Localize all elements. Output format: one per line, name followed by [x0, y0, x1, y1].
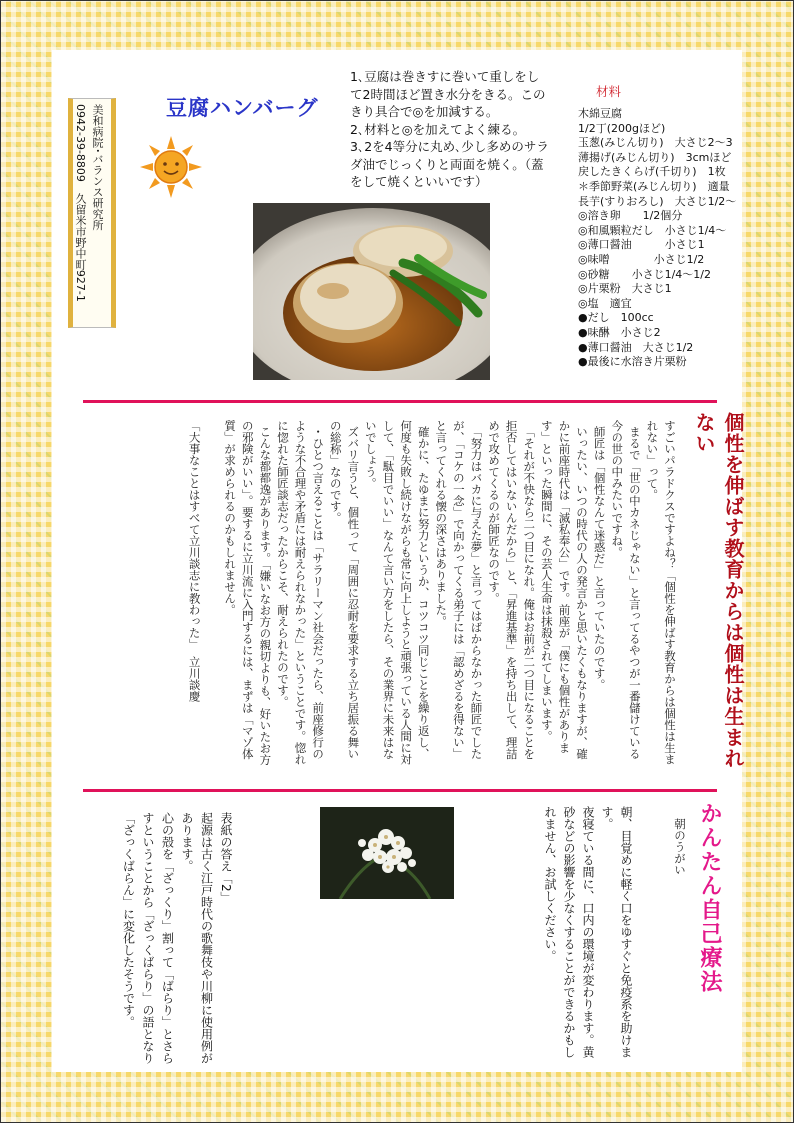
- essay-paragraph: 師匠は「個性なんて迷惑だ」と言っていたのです。: [592, 425, 607, 691]
- selfcare-subtitle: 朝のうがい: [673, 818, 687, 876]
- cover-answer-paragraph: 表紙の答え「2」: [219, 812, 233, 904]
- material-item: ◎片栗粉 大さじ1: [578, 282, 672, 296]
- cover-answer-paragraph: 心の殻を「ざっくり」割って「ばらり」とさらすということから「ざっくばらり」の語となり「ざっくばらん」に変化したそうです。: [121, 812, 175, 1064]
- section-divider: [83, 400, 717, 403]
- tofu-hamburg-photo: [253, 203, 490, 380]
- essay-body: [110, 420, 678, 765]
- essay-paragraph: 「努力はバカに与えた夢」と言ってはばからなかった師匠でしたが、「コケの一念」で向かってくる弟子には「認めざるを得ない」と言ってくれる懐の深さはありました。: [434, 420, 484, 760]
- material-item: 薄揚げ(みじん切り) 3cmほど: [578, 150, 732, 164]
- cover-answer-body: [118, 812, 235, 1072]
- material-item: ●最後に水溶き片栗粉: [578, 355, 687, 369]
- material-item: ●だし 100cc: [578, 311, 654, 325]
- material-item: ◎砂糖 小さじ1/4～1/2: [578, 267, 712, 281]
- essay-paragraph: まるで「世の中カネじゃない」と言ってるやつが一番儲けている今の世の中みたいですね。: [610, 420, 642, 760]
- essay-paragraph: 「それが不快なら二つ目になれ。俺はお前が二つ目になることを拒否してはいないんだから」と、「昇進基準」を持ち出して、理詰めで攻めてくるのが師匠なのです。: [487, 420, 537, 760]
- section-divider: [83, 789, 717, 792]
- recipe-step: 1､豆腐は巻きすに巻いて重しをして2時間ほど置き水分をきる。このきり具合で◎を加減する。: [350, 69, 546, 119]
- material-item: ◎薄口醤油 小さじ1: [578, 238, 705, 252]
- essay-paragraph: いったい、いつの時代の人の発言かと思いたくもなりますが、確かに前座時代は「滅私奉公」です。前座が「僕にも個性があります」といった瞬間に、その芸人生命は抹殺されてしまいます。: [539, 420, 590, 760]
- material-item: ◎和風顆粒だし 小さじ1/4～: [578, 223, 727, 237]
- essay-paragraph: ズバリ言うと、個性って「周囲に忍耐を要求する立ち居振る舞いの総称」なのです。: [328, 420, 361, 760]
- cover-answer-paragraph: 起源は古く江戸時代の歌舞伎や川柳に使用例があります。: [180, 812, 214, 1064]
- contact-line: 0942-39-8809 久留米市野中町927-1: [74, 104, 87, 302]
- essay-paragraph: ・ひとつ言えることは「サラリーマン社会だったら、前座修行のような不合理や矛盾には耐えられなかった」ということです。惚れに惚れた師匠談志だったからこそ、耐えられたのです。: [275, 420, 326, 765]
- materials-title: 材料: [596, 84, 622, 99]
- recipe-step: 3､2を4等分に丸め､少し多めのサラダ油でじっくりと両面を焼く。（蓋をして焼くといいです）: [350, 139, 549, 189]
- material-item: ＊季節野菜(みじん切り) 適量: [578, 179, 730, 193]
- recipe-steps: [350, 68, 550, 191]
- material-item: ◎味噌 小さじ1/2: [578, 252, 705, 266]
- material-item: ●味醂 小さじ2: [578, 325, 661, 339]
- essay-paragraph: 確かに、たゆまに努力というか、コツコツ同じことを繰り返し、何度も失敗し続けながらも常に向上しようと頑張っている人間に対して、「駄目でいい」なんて言い方をしたら、その業界に未来はないでしょう。: [363, 420, 431, 765]
- material-item: 長芋(すりおろし) 大さじ1/2～: [578, 194, 737, 208]
- essay-paragraph: こんな都都逸があります。「嫌いなお方の親切よりも、好いたお方の邪険がいい」。要するに立川流に入門するには、まずは「マゾ体質」が求められるのかもしれません。: [223, 420, 273, 765]
- material-item: ●薄口醤油 大さじ1/2: [578, 340, 694, 354]
- white-flower-photo: [320, 807, 454, 899]
- material-item: 玉葱(みじん切り) 大さじ2～3: [578, 136, 733, 150]
- sun-icon: [138, 134, 204, 200]
- selfcare-body: [540, 806, 635, 1066]
- essay-headline: 個性を伸ばす教育からは個性は生まれない: [692, 412, 745, 769]
- essay-quote: 「大事なことはすべて立川談志に教わった」 立川談慶: [187, 420, 202, 702]
- material-item: 1/2丁(200gほど): [578, 121, 666, 135]
- material-item: 戻したきくらげ(千切り) 1枚: [578, 165, 726, 179]
- selfcare-paragraph: 朝、目覚めに軽く口をゆすぐと免疫系を助けます。: [600, 806, 633, 1058]
- materials-list: [578, 107, 748, 370]
- selfcare-paragraph: 夜寝ている間に、口内の環境が変わります。黄砂などの影響を少なくすることができるかもしれません、お試しください。: [543, 806, 595, 1058]
- material-item: ◎溶き卵 1/2個分: [578, 209, 683, 223]
- material-item: ◎塩 適宜: [578, 296, 632, 310]
- organization-name: 美和病院･バランス研究所: [91, 104, 104, 231]
- recipe-step: 2､材料と◎を加えてよく練る。: [350, 121, 526, 137]
- material-item: 木綿豆腐: [578, 107, 622, 120]
- essay-paragraph: すごいパラドクスですよね？「個性を伸ばす教育からは個性は生まれない」って。: [645, 420, 677, 765]
- address-text: [72, 104, 106, 324]
- recipe-title: 豆腐ハンバーグ: [166, 96, 319, 120]
- selfcare-headline: かんたん自己療法: [697, 802, 722, 994]
